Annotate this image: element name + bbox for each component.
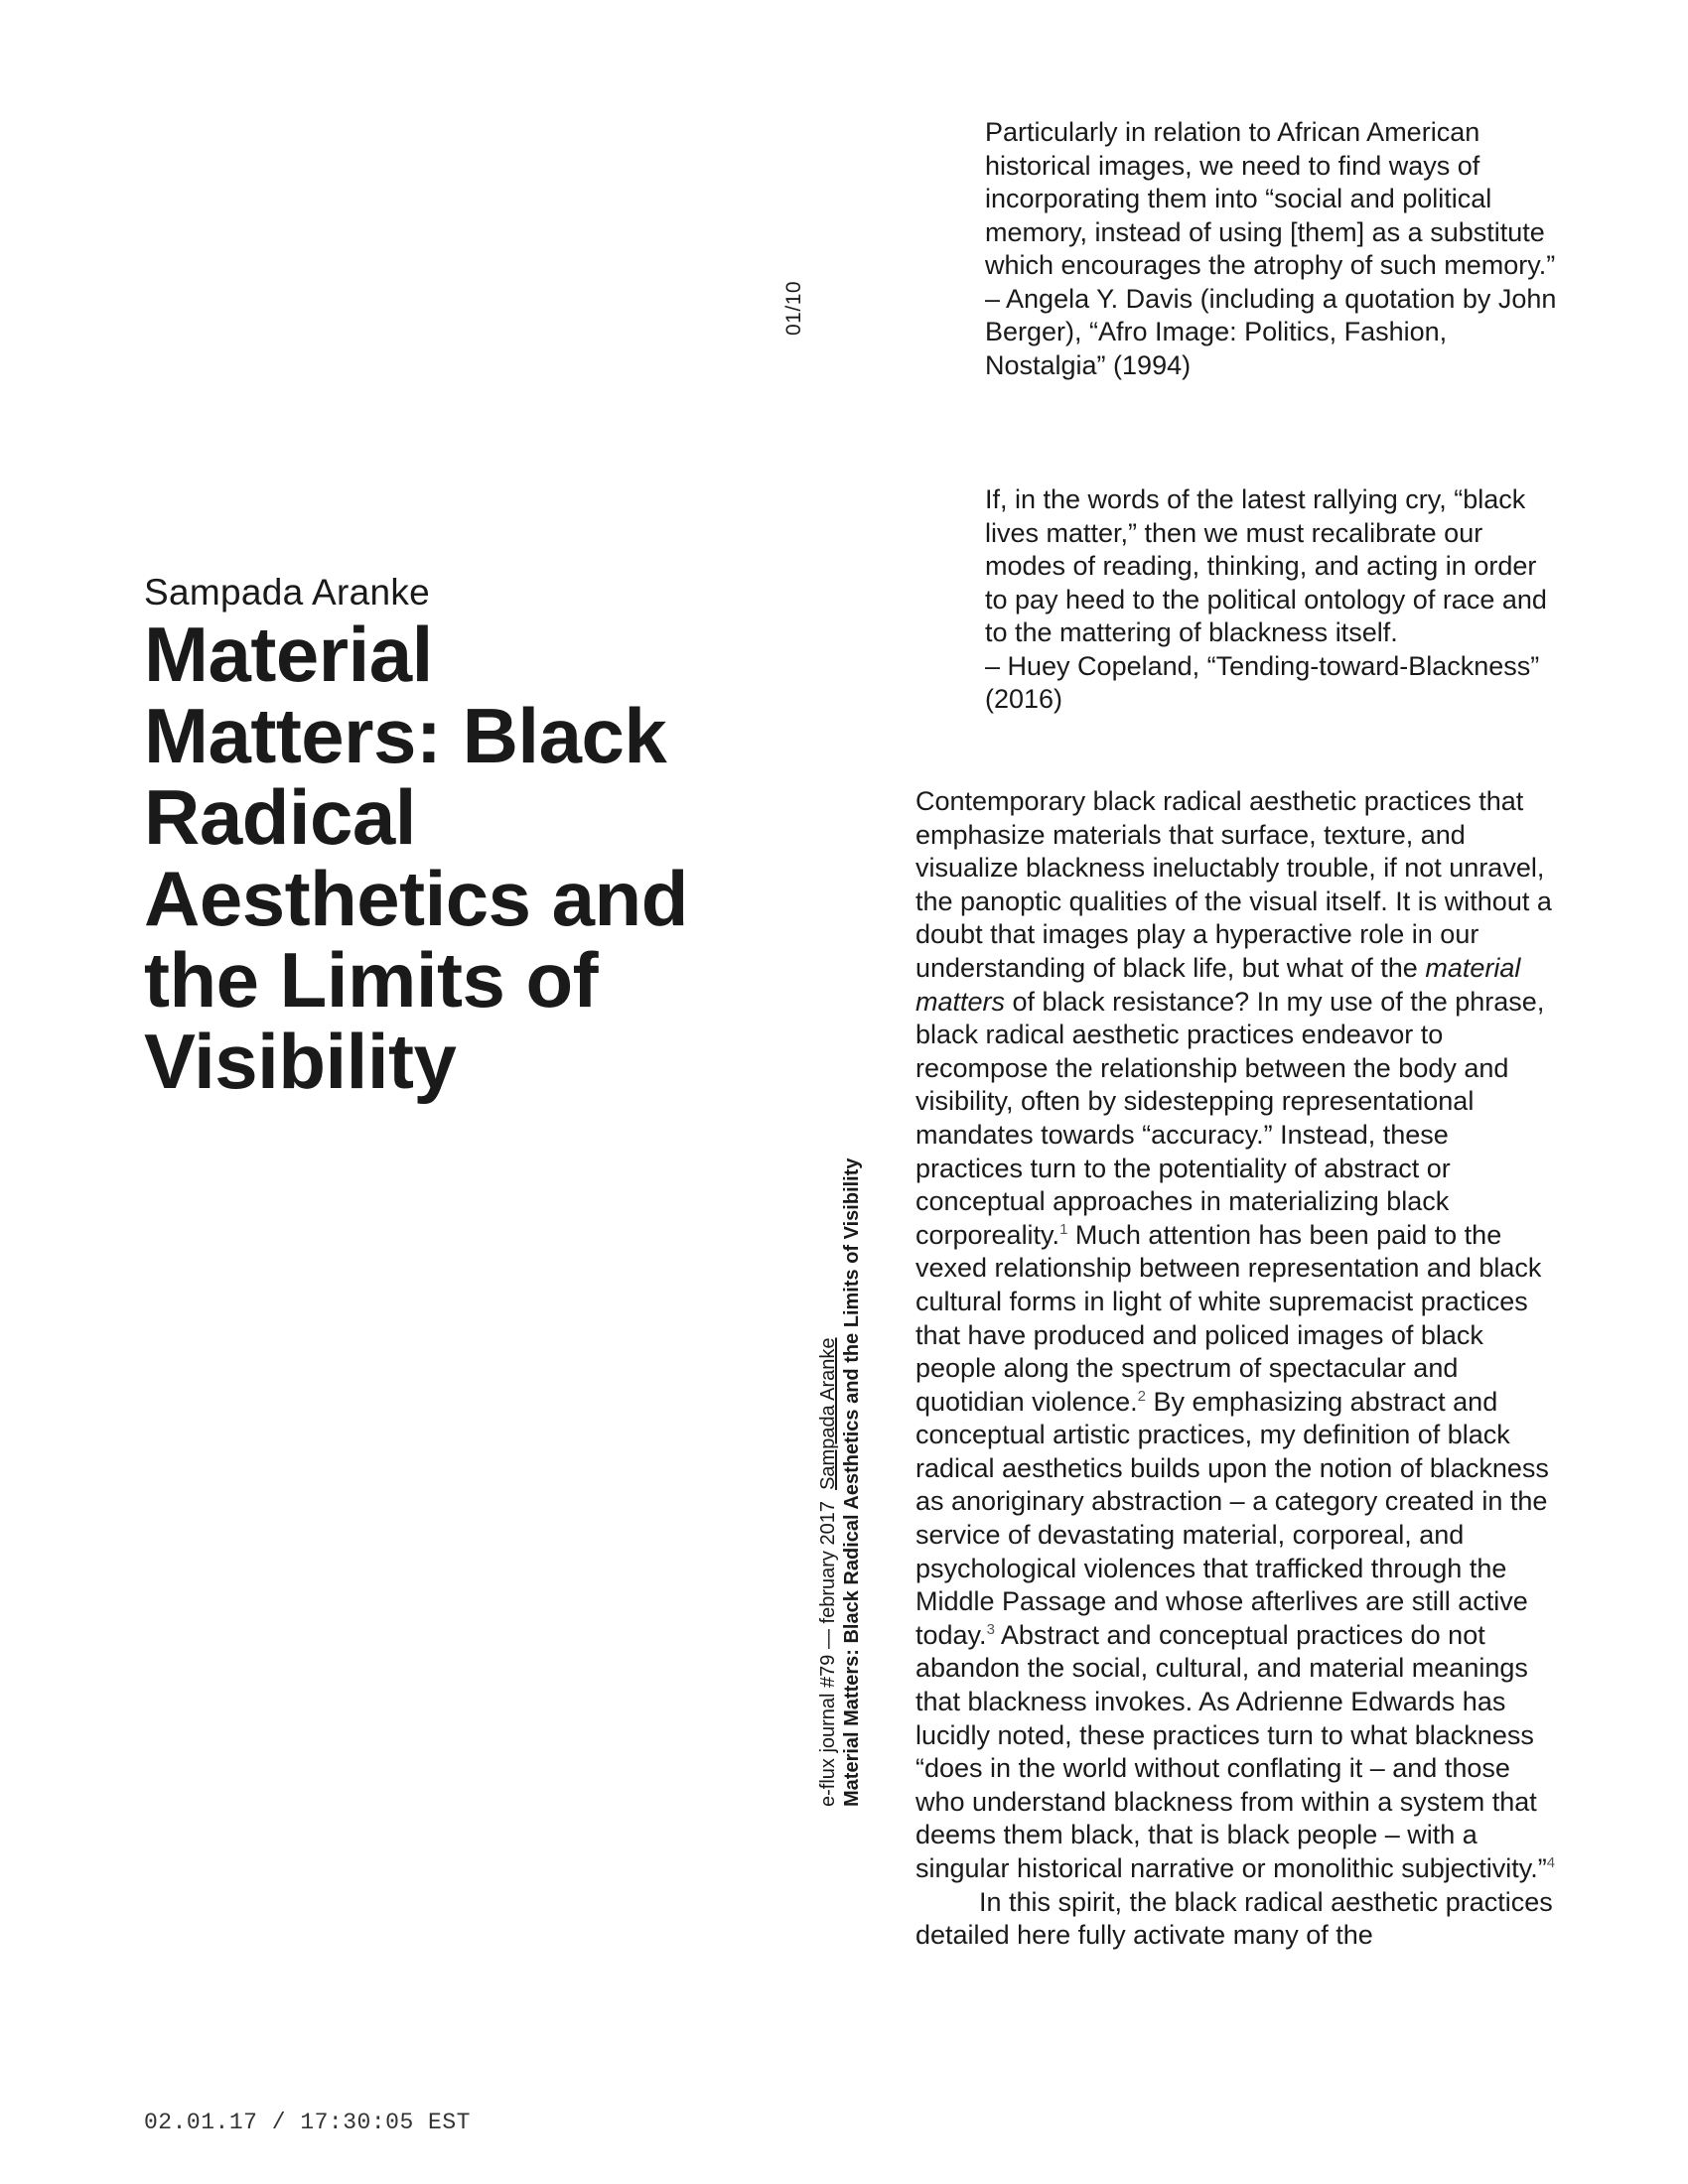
running-header-author: Sampada Aranke [817, 1337, 839, 1490]
epigraph-copeland [985, 483, 1561, 717]
epigraph-davis [985, 116, 1561, 382]
running-header-journal: e-flux journal #79 — february 2017 [817, 1501, 839, 1807]
epigraph-attribution: – Huey Copeland, “Tending-toward-Blackness” (2016) [985, 650, 1540, 714]
running-header [816, 1052, 864, 1807]
article-title: Material Matters: Black Radical Aesthetics and the Limits of Visibility [144, 611, 688, 1105]
body-paragraph: Contemporary black radical aesthetic practices that emphasize materials that surface, texture, and visualize blackness ineluctably trouble, if not unravel, the panoptic qualities of the visual itself. It is without a doubt that images play a hyperactive role in our understanding of black life, but what of the material matters of black resistance? In my use of the phrase, black radical aesthetic practices endeavor to recompose the relationship between the body and visibility, often by sidestepping representational mandates towards “accuracy.” Instead, these practices turn to the potentiality of abstract or conceptual approaches in materializing black corporeality.$^1$ Much attention has been paid to the vexed relationship between representation and black cultural forms in light of white supremacist practices that have produced and policed images of black people along the spectrum of spectacular and quotidian violence.$^2$ By emphasizing abstract and conceptual artistic practices, my definition of black radical aesthetics builds upon the notion of blackness as anoriginary abstraction – a category created in the service of devastating material, corporeal, and psychological violences that trafficked through the Middle Passage and whose afterlives are still active today.$^3$ Abstract and conceptual practices do not abandon the social, cultural, and material meanings that blackness invokes. As Adrienne Edwards has lucidly noted, these practices turn to what blackness “does in the world without conflating it – and those who understand blackness from within a system that deems them black, that is black people – with a singular historical narrative or monolithic subjectivity.”$^4$ [915, 786, 1556, 1883]
epigraph-quote: Particularly in relation to African American historical images, we need to find ways of incorporating them into “social and political memory, instead of using [them] as a substitute which encourages the atrophy of such memory.” [985, 117, 1556, 280]
article-body [915, 785, 1561, 1953]
epigraph-attribution: – Angela Y. Davis (including a quotation by John Berger), “Afro Image: Politics, Fashion, Nostalgia” (1994) [985, 283, 1557, 380]
page-number: 01/10 [782, 280, 805, 336]
author-name: Sampada Aranke [144, 572, 431, 613]
running-header-journal-line [816, 1052, 840, 1807]
footnote-ref[interactable]: 3 [986, 1620, 995, 1638]
footnote-ref[interactable]: 2 [1137, 1387, 1147, 1405]
footnote-ref[interactable]: 4 [1546, 1854, 1556, 1871]
footnote-ref[interactable]: 1 [1059, 1220, 1068, 1238]
epigraph-quote: If, in the words of the latest rallying cry, “black lives matter,” then we must recalibrate our modes of reading, thinking, and acting in order to pay heed to the political ontology of race and to the mattering of blackness itself. [985, 484, 1547, 647]
running-header-title: Material Matters: Black Radical Aesthetics and the Limits of Visibility [841, 1158, 863, 1807]
body-paragraph: In this spirit, the black radical aesthetic practices detailed here fully activate many of the [915, 1886, 1553, 1951]
timestamp: 02.01.17 / 17:30:05 EST [144, 2110, 471, 2135]
